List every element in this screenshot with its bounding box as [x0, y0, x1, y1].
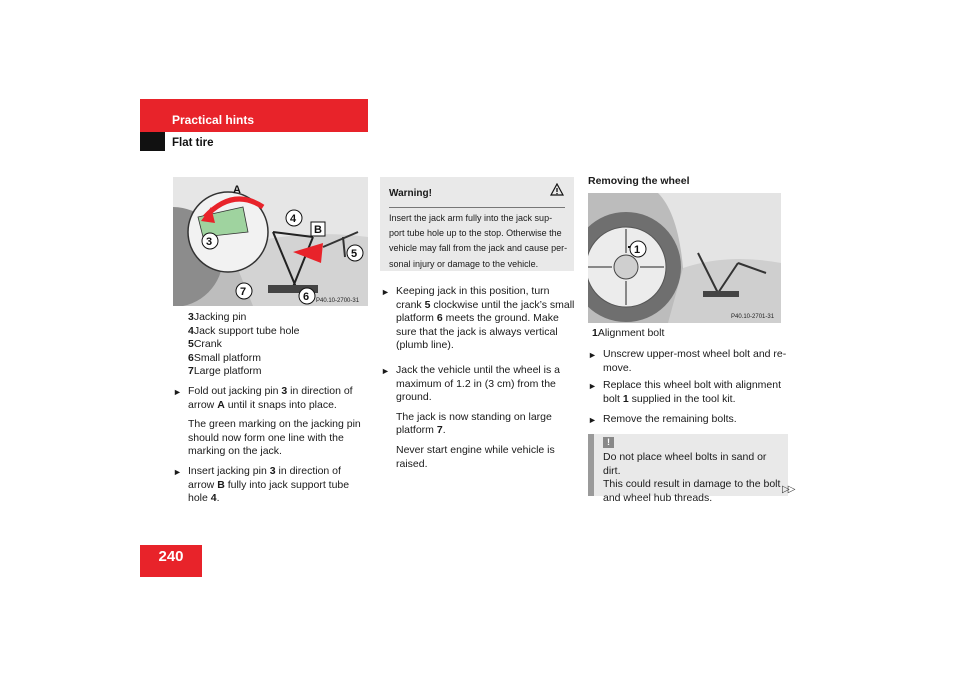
warning-box [380, 177, 574, 271]
subsection-title: Flat tire [172, 137, 214, 149]
figure-code: P40.10-2700-31 [316, 298, 360, 304]
warning-text: Insert the jack arm fully into the jack sup- port tube hole up to the stop. Otherwise the vehicle may fall from the jack and cause per- sonal injury or damage to the vehicle. [389, 213, 568, 269]
step-jack-vehicle: ► Jack the vehicle until the wheel is a maximum of 1.2 in (3 cm) from the ground. The jack is now standing on large platform 7. Never start engine while vehicle is raised. [381, 364, 561, 470]
figure1-legend [188, 311, 378, 379]
subsection-marker [140, 132, 165, 151]
callout-7: 7 [240, 286, 247, 298]
legend-item: 4Jack support tube hole [188, 324, 300, 337]
callout-1: 1 [634, 244, 641, 256]
section-title: Practical hints [172, 113, 255, 127]
callout-6: 6 [303, 291, 310, 303]
legend-item: 3Jacking pin [188, 311, 247, 323]
step-turn-crank: ► Keeping jack in this position, turn crank 5 clockwise until the jack’s small platform 6 meets the ground. Make sure that the jack is always vertical (plumb line). [381, 285, 575, 352]
callout-a: A [233, 184, 241, 196]
divider [389, 207, 565, 208]
callout-3: 3 [206, 236, 213, 248]
step-replace-bolt: ► Replace this wheel bolt with alignment bolt 1 supplied in the tool kit. [588, 379, 782, 405]
legend-item: 6Small platform [188, 351, 261, 364]
arrow-bullet-icon: ► [588, 350, 597, 360]
figure-code: P40.10-2701-31 [731, 314, 775, 320]
arrow-bullet-icon: ► [381, 287, 390, 297]
note-text: Do not place wheel bolts in sand or dirt. This could result in damage to the bolt and wheel hub threads. [603, 451, 781, 504]
step-remove-bolts: ► Remove the remaining bolts. [588, 413, 788, 427]
warning-title: Warning! [389, 188, 432, 199]
callout-4: 4 [290, 213, 297, 225]
arrow-bullet-icon: ► [173, 467, 182, 477]
continue-arrow-icon: ▷▷ [782, 484, 794, 495]
arrow-bullet-icon: ► [173, 387, 182, 397]
step-fold-jacking-pin: ► Fold out jacking pin 3 in direction of arrow A until it snaps into place. The green marking on the jacking pin should now form one line with the marking on the jack. [173, 385, 361, 458]
jack-illustration [173, 177, 368, 306]
page-number: 240 [158, 548, 184, 565]
callout-b: B [314, 224, 322, 236]
note-bar [588, 434, 594, 496]
legend-item: 7Large platform [188, 365, 262, 378]
legend-item: 5Crank [188, 338, 222, 351]
heading-removing-wheel: Removing the wheel [588, 175, 690, 187]
arrow-bullet-icon: ► [588, 415, 597, 425]
wheel-illustration [588, 193, 781, 323]
arrow-bullet-icon: ► [381, 366, 390, 376]
note-box [588, 434, 788, 504]
callout-5: 5 [351, 248, 358, 260]
step-unscrew-bolt: ► Unscrew upper-most wheel bolt and re- move. [588, 348, 787, 374]
exclamation-icon: ! [603, 437, 614, 448]
figure2-legend: 1Alignment bolt [592, 327, 665, 339]
step-insert-jacking-pin: ► Insert jacking pin 3 in direction of arrow B fully into jack support tube hole 4. [173, 465, 350, 505]
warning-triangle-icon [550, 183, 564, 201]
arrow-bullet-icon: ► [588, 381, 597, 391]
